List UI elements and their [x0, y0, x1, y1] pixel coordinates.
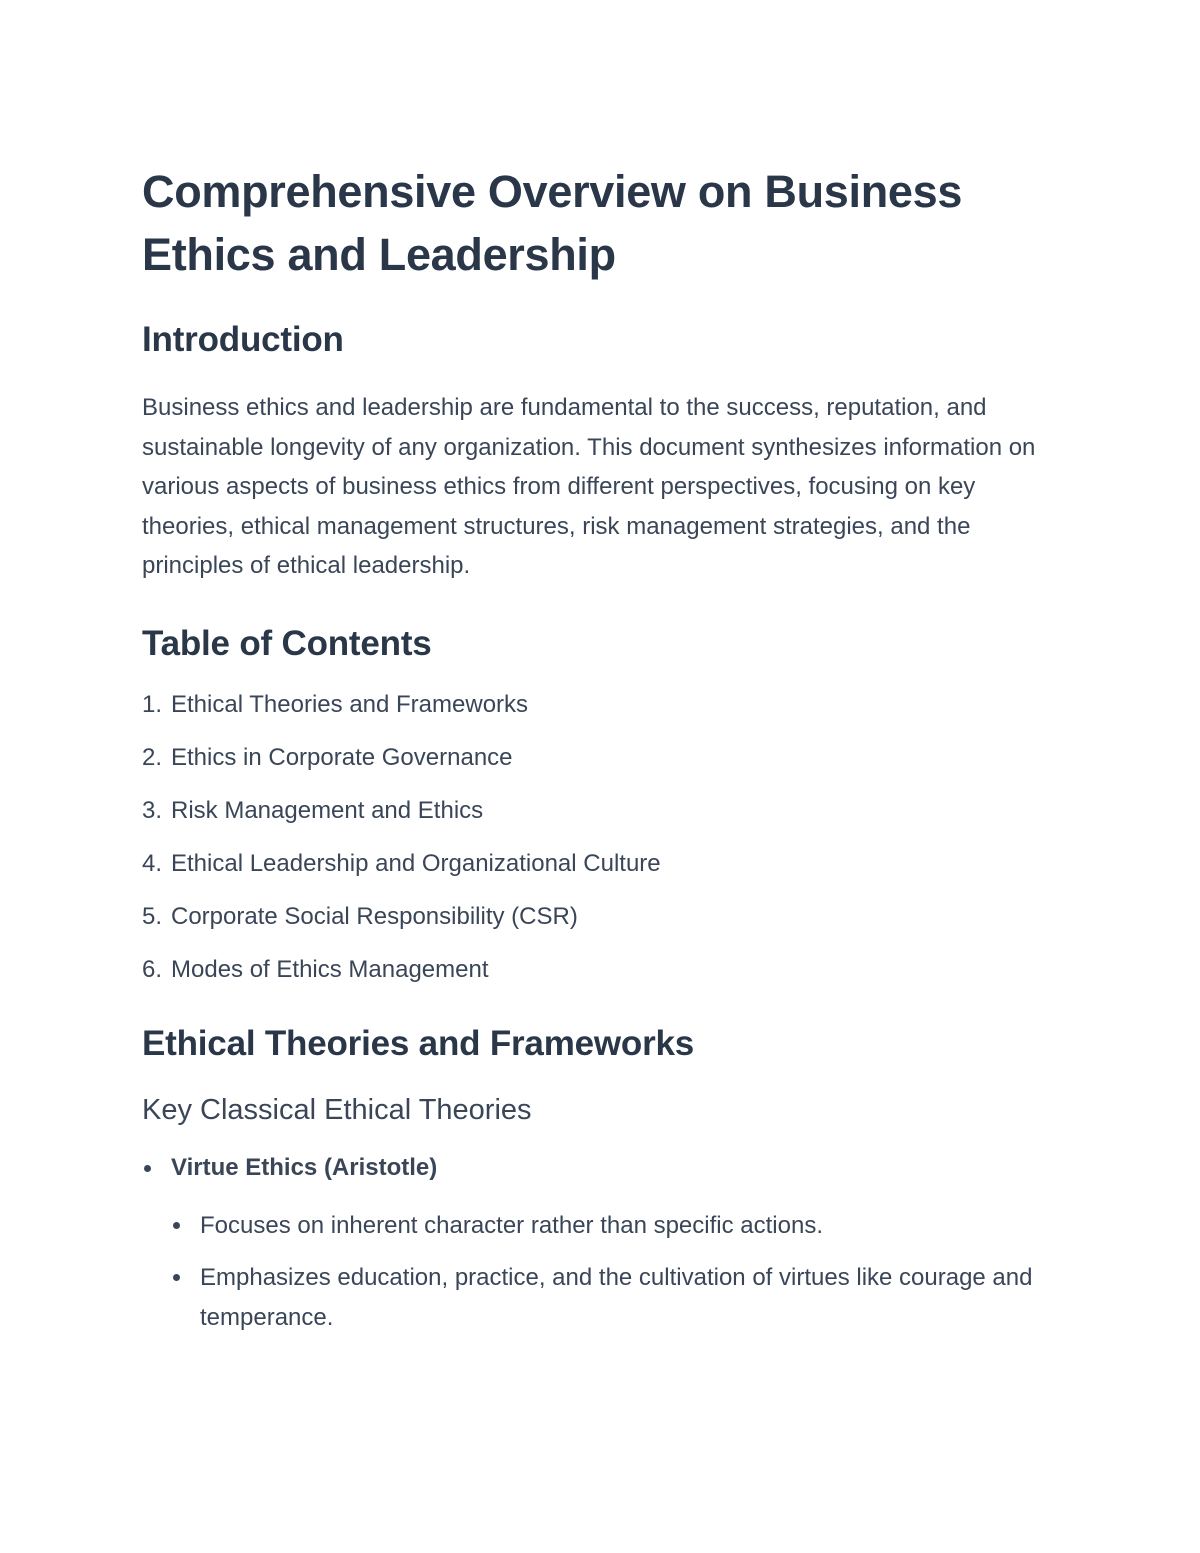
theory-title: Virtue Ethics (Aristotle): [171, 1153, 438, 1181]
toc-item-number: 2.: [142, 743, 163, 771]
table-of-contents: [142, 690, 1042, 984]
toc-item-label: Risk Management and Ethics: [171, 796, 484, 824]
theory-point: [171, 1206, 1042, 1246]
document-title: Comprehensive Overview on Business Ethics and Leadership: [142, 166, 963, 280]
theory-item: [142, 1153, 1042, 1338]
theory-point-text: Emphasizes education, practice, and the cultivation of virtues like courage and temperance.: [200, 1264, 1033, 1331]
introduction-text: Business ethics and leadership are fundamental to the success, reputation, and sustainable longevity of any organization. This document synthesizes information on various aspects of business ethics from different perspectives, focusing on key theories, ethical management structures, risk management strategies, and the principles of ethical leadership.: [142, 394, 1036, 579]
theory-point-text: Focuses on inherent character rather than specific actions.: [200, 1211, 823, 1239]
toc-item: [142, 955, 1042, 984]
bullet-icon: [173, 1222, 180, 1229]
subheading-classical-theories: Key Classical Ethical Theories: [142, 1093, 532, 1126]
theories-list: [142, 1153, 1042, 1338]
theory-points: [171, 1206, 1042, 1338]
toc-item-number: 3.: [142, 796, 163, 824]
toc-item: [142, 743, 1042, 772]
toc-item-number: 6.: [142, 955, 163, 983]
toc-item: [142, 796, 1042, 825]
document-page: [142, 160, 1042, 1350]
toc-item: [142, 902, 1042, 931]
toc-item-label: Ethical Leadership and Organizational Culture: [171, 849, 661, 877]
theory-point: [171, 1258, 1042, 1337]
toc-item-number: 4.: [142, 849, 163, 877]
toc-item-label: Corporate Social Responsibility (CSR): [171, 902, 578, 930]
toc-item: [142, 849, 1042, 878]
introduction-heading: Introduction: [142, 320, 344, 359]
toc-item: [142, 690, 1042, 719]
toc-item-label: Ethical Theories and Frameworks: [171, 690, 529, 718]
toc-item-number: 5.: [142, 902, 163, 930]
toc-heading: Table of Contents: [142, 623, 432, 663]
toc-item-label: Modes of Ethics Management: [171, 955, 489, 983]
bullet-icon: [144, 1165, 151, 1172]
section-heading-ethical-theories: Ethical Theories and Frameworks: [142, 1023, 695, 1063]
toc-item-number: 1.: [142, 690, 163, 718]
bullet-icon: [173, 1274, 180, 1281]
toc-item-label: Ethics in Corporate Governance: [171, 743, 513, 771]
